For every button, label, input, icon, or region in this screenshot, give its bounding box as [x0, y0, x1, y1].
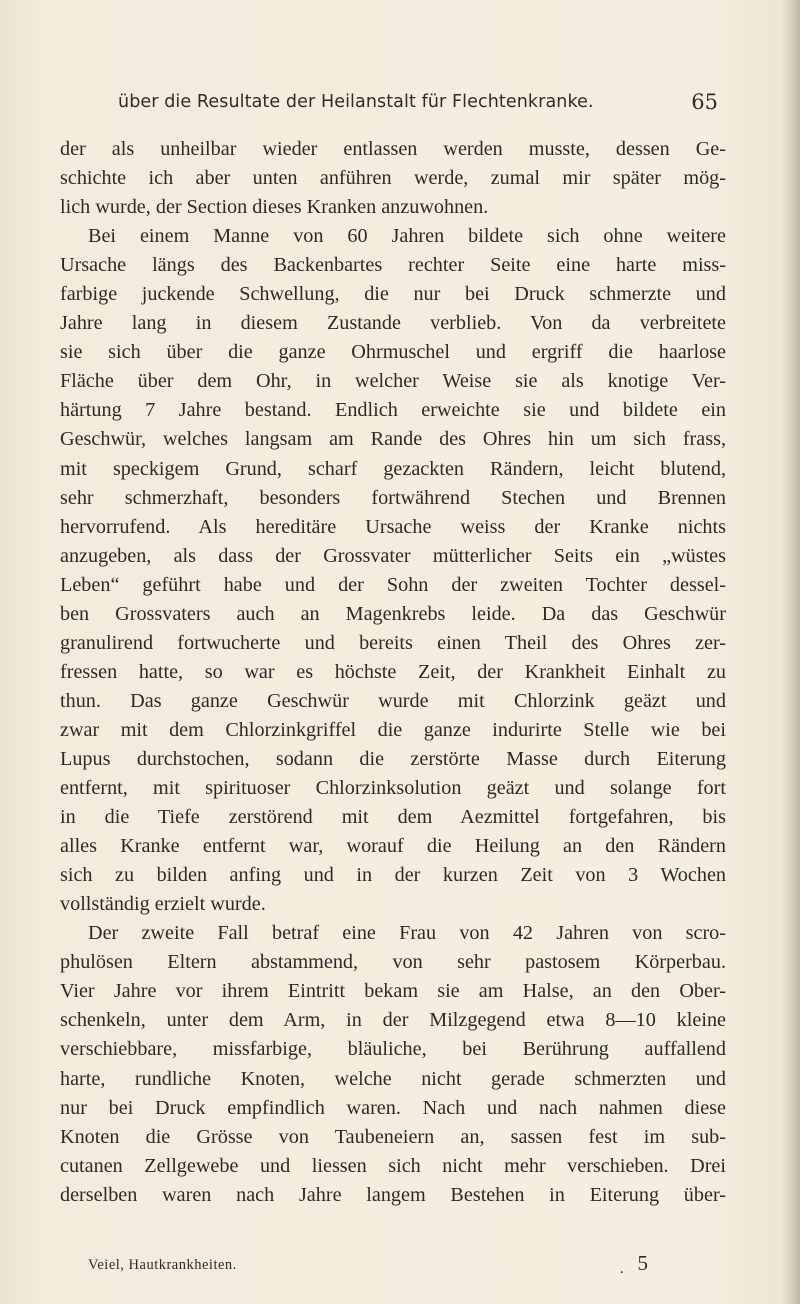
text-line: entfernt, mit spirituoser Chlorzinksolution geäzt und solange fort: [60, 777, 726, 800]
text-line: härtung 7 Jahre bestand. Endlich erweichte sie und bildete ein: [60, 399, 726, 422]
text-line: Vier Jahre vor ihrem Eintritt bekam sie am Halse, an den Ober-: [60, 980, 726, 1003]
text-line: Lupus durchstochen, sodann die zerstörte Masse durch Eiterung: [60, 747, 726, 770]
page-footer: [88, 1251, 648, 1281]
text-line: Ursache längs des Backenbartes rechter Seite eine harte miss-: [60, 254, 726, 277]
text-line: cutanen Zellgewebe und liessen sich nicht mehr verschieben. Drei: [60, 1154, 726, 1177]
page-number: 65: [691, 90, 718, 114]
text-line: anzugeben, als dass der Grossvater mütterlicher Seits ein „wüstes: [60, 544, 726, 567]
text-line: granulirend fortwucherte und bereits einen Theil des Ohres zer-: [60, 631, 726, 654]
text-line: in die Tiefe zerstörend mit dem Aezmittel fortgefahren, bis: [60, 806, 726, 829]
text-line: Geschwür, welches langsam am Rande des Ohres hin um sich frass,: [60, 428, 726, 451]
text-line: der als unheilbar wieder entlassen werden musste, dessen Ge-: [60, 138, 726, 160]
text-line: mit speckigem Grund, scharf gezackten Rändern, leicht blutend,: [60, 457, 726, 480]
body-text: [60, 135, 726, 1210]
text-line: ben Grossvaters auch an Magenkrebs leide. Da das Geschwür: [60, 602, 726, 625]
text-line: nur bei Druck empfindlich waren. Nach und nach nahmen diese: [60, 1096, 726, 1119]
text-line: sie sich über die ganze Ohrmuschel und ergriff die haarlose: [60, 341, 726, 364]
text-line: vollständig erzielt wurde.: [60, 893, 266, 916]
text-line: sehr schmerzhaft, besonders fortwährend Stechen und Brennen: [60, 486, 726, 509]
signature-mark: Veiel, Hautkrankheiten.: [88, 1257, 237, 1273]
text-line: verschiebbare, missfarbige, bläuliche, bei Berührung auffallend: [60, 1038, 726, 1061]
page-header: [118, 92, 718, 122]
text-line: derselben waren nach Jahre langem Bestehen in Eiterung über-: [60, 1183, 726, 1206]
text-line: Leben“ geführt habe und der Sohn der zweiten Tochter dessel-: [60, 573, 726, 596]
text-line: lich wurde, der Section dieses Kranken anzuwohnen.: [60, 196, 489, 219]
signature-dot: .: [619, 1261, 624, 1277]
text-line: phulösen Eltern abstammend, von sehr pastosem Körperbau.: [60, 951, 726, 974]
text-line: alles Kranke entfernt war, worauf die Heilung an den Rändern: [60, 835, 726, 858]
text-line: Knoten die Grösse von Taubeneiern an, sassen fest im sub-: [60, 1125, 726, 1148]
sheet-number: 5: [637, 1251, 648, 1275]
text-line: thun. Das ganze Geschwür wurde mit Chlorzink geäzt und: [60, 689, 726, 712]
page-edge-shadow: [782, 0, 800, 1304]
text-line: hervorrufend. Als hereditäre Ursache weiss der Kranke nichts: [60, 515, 726, 538]
text-line: schichte ich aber unten anführen werde, zumal mir später mög-: [60, 167, 726, 190]
text-line: zwar mit dem Chlorzinkgriffel die ganze indurirte Stelle wie bei: [60, 718, 726, 741]
paragraph-start-line: Bei einem Manne von 60 Jahren bildete sich ohne weitere: [88, 225, 726, 248]
text-line: harte, rundliche Knoten, welche nicht gerade schmerzten und: [60, 1067, 726, 1090]
text-line: farbige juckende Schwellung, die nur bei Druck schmerzte und: [60, 283, 726, 306]
text-line: Fläche über dem Ohr, in welcher Weise sie als knotige Ver-: [60, 370, 726, 393]
paragraph-start-line: Der zweite Fall betraf eine Frau von 42 Jahren von scro-: [88, 922, 726, 945]
text-line: sich zu bilden anfing und in der kurzen Zeit von 3 Wochen: [60, 864, 726, 887]
text-line: Jahre lang in diesem Zustande verblieb. Von da verbreitete: [60, 312, 726, 335]
text-line: fressen hatte, so war es höchste Zeit, der Krankheit Einhalt zu: [60, 660, 726, 683]
running-head: über die Resultate der Heilanstalt für Flechtenkranke.: [118, 92, 594, 112]
text-line: schenkeln, unter dem Arm, in der Milzgegend etwa 8—10 kleine: [60, 1009, 726, 1032]
